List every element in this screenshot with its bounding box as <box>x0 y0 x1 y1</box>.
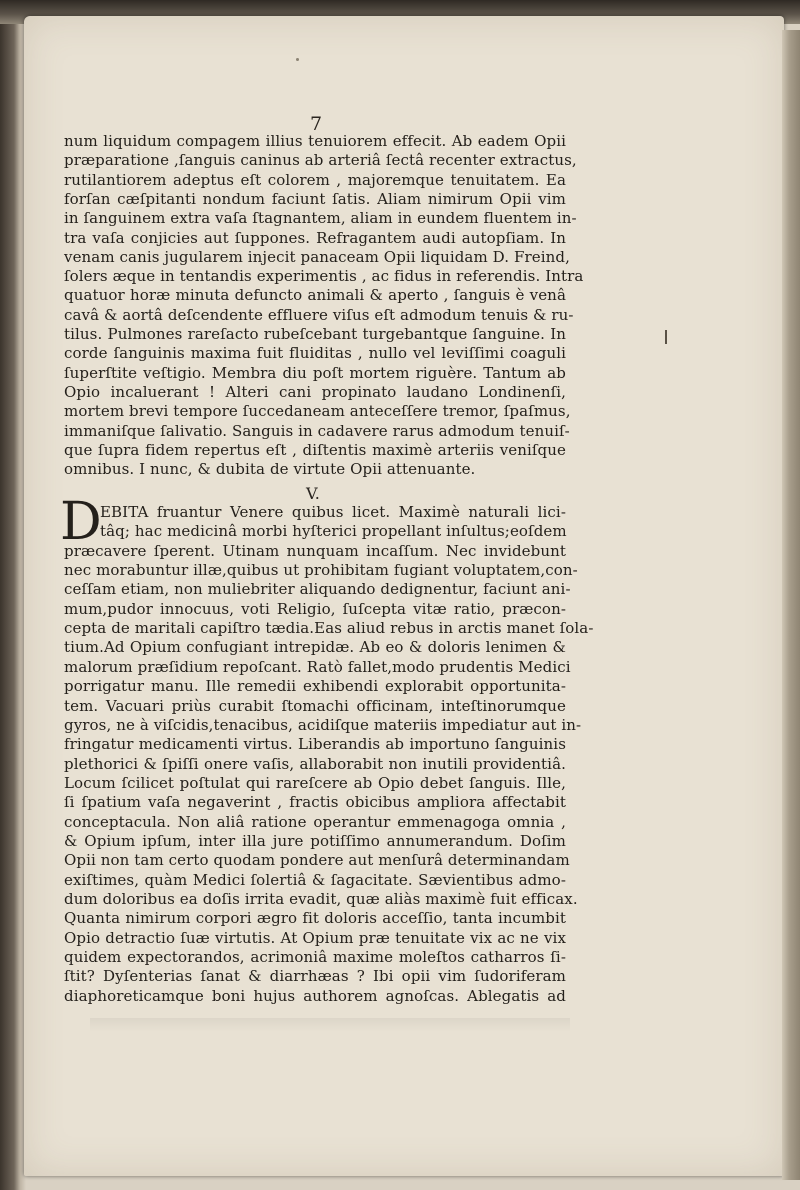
text-line: quidem expectorandos, acrimoniâ maxime moleſtos catharros ſi- <box>64 948 566 967</box>
book-right-edge <box>782 30 800 1180</box>
text-line: Opii non tam certo quodam pondere aut menſurâ determinandam <box>64 851 570 870</box>
text-line: & Opium ipſum, inter illa jure potiſſimo annumerandum. Doſim <box>64 831 566 850</box>
text-line: tium.Ad Opium confugiant intrepidæ. Ab eo & doloris lenimen & <box>64 638 566 657</box>
text-line: rutilantiorem adeptus eſt colorem , majoremque tenuitatem. Ea <box>64 170 566 189</box>
text-line: que ſupra fidem repertus eſt , diſtentis maximè arteriis veniſque <box>64 440 566 459</box>
text-line: tra vaſa conjicies aut ſuppones. Refragantem audi autopſiam. In <box>64 228 566 247</box>
text-line: in ſanguinem extra vaſa ſtagnantem, aliam in eundem fluentem in- <box>64 209 577 228</box>
text-line: præcavere ſperent. Utinam nunquam incaſſum. Nec invidebunt <box>64 541 566 560</box>
text-line: Quanta nimirum corpori ægro fit doloris acceſſio, tanta incumbit <box>64 909 566 928</box>
text-line: mum,pudor innocuus, voti Religio, ſuſcepta vitæ ratio, præcon- <box>64 599 566 618</box>
text-line: cavâ & aortâ deſcendente effluere viſus eſt admodum tenuis & ru- <box>64 305 574 324</box>
page-shadow <box>90 1018 570 1032</box>
text-line: porrigatur manu. Ille remedii exhibendi explorabit opportunita- <box>64 677 566 696</box>
section-number: V. <box>306 484 320 503</box>
margin-mark <box>665 330 667 344</box>
text-line: immaniſque ſalivatio. Sanguis in cadavere rarus admodum tenuiſ- <box>64 421 570 440</box>
text-line: forſan cæſpitanti nondum faciunt ſatis. Aliam nimirum Opii vim <box>64 189 566 208</box>
text-line: quatuor horæ minuta defuncto animali & aperto , ſanguis è venâ <box>64 286 566 305</box>
text-line: ceſſam etiam, non muliebriter aliquando dedignentur, faciunt ani- <box>64 580 571 599</box>
text-line: ſuperſtite veſtigio. Membra diu poſt mortem riguère. Tantum ab <box>64 363 566 382</box>
text-line: diaphoreticamque boni hujus authorem agnoſcas. Ablegatis ad <box>64 986 566 1005</box>
text-line: tâq; hac medicinâ morbi hyſterici propellant inſultus;eoſdem <box>100 522 567 541</box>
text-line: cepta de maritali capiſtro tædia.Eas aliud rebus in arctis manet ſola- <box>64 619 594 638</box>
text-line: num liquidum compagem illius tenuiorem effecit. Ab eadem Opii <box>64 132 566 150</box>
drop-cap: D <box>60 492 102 552</box>
page-number: 7 <box>310 113 323 135</box>
text-line: gyros, ne à viſcidis,tenacibus, acidiſque materiis impediatur aut in- <box>64 715 582 734</box>
text-line: venam canis jugularem injecit panaceam Opii liquidam D. Freind, <box>64 247 570 266</box>
text-line: plethorici & ſpiſſi onere vaſis, allaborabit non inutili providentiâ. <box>64 754 566 773</box>
text-line: mortem brevi tempore ſuccedaneam anteceſſere tremor, ſpaſmus, <box>64 402 571 421</box>
text-line: fringatur medicamenti virtus. Liberandis ab importuno ſanguinis <box>64 735 566 754</box>
text-line: tilus. Pulmones rareſacto rubeſcebant turgebantque ſanguine. In <box>64 325 566 343</box>
text-line: ſolers æque in tentandis experimentis , ac fidus in referendis. Intra <box>64 267 584 286</box>
text-line: dum doloribus ea doſis irrita evadit, quæ aliàs maximè fuit efficax. <box>64 890 578 908</box>
text-line: præparatione ,ſanguis caninus ab arteriâ ſectâ recenter extractus, <box>64 151 577 170</box>
text-line: Opio incaluerant ! Alteri cani propinato laudano Londinenſi, <box>64 382 566 401</box>
text-line: EBITA fruantur Venere quibus licet. Maximè naturali lici- <box>100 503 566 521</box>
text-line: exiſtimes, quàm Medici ſolertiâ & ſagacitate. Sævientibus admo- <box>64 870 566 889</box>
text-line: corde ſanguinis maxima fuit fluiditas , nullo vel leviſſimi coaguli <box>64 344 566 363</box>
text-line: Opio detractio ſuæ virtutis. At Opium præ tenuitate vix ac ne vix <box>64 928 566 947</box>
text-line: malorum præſidium repoſcant. Ratò fallet,modo prudentis Medici <box>64 657 571 676</box>
text-line: ſtit? Dyſenterias ſanat & diarrhæas ? Ibi opii vim ſudoriferam <box>64 967 566 986</box>
text-line: nec morabuntur illæ,quibus ut prohibitam fugiant voluptatem,con- <box>64 561 578 580</box>
text-line: Locum ſcilicet poſtulat qui rareſcere ab Opio debet ſanguis. Ille, <box>64 773 566 792</box>
text-line: tem. Vacuari priùs curabit ſtomachi officinam, inteſtinorumque <box>64 696 566 715</box>
text-line: conceptacula. Non aliâ ratione operantur emmenagoga omnia , <box>64 812 566 831</box>
paper-speck <box>296 58 299 61</box>
text-line: ſi ſpatium vaſa negaverint , fractis obicibus ampliora affectabit <box>64 793 566 812</box>
text-line: omnibus. I nunc, & dubita de virtute Opii attenuante. <box>64 460 476 479</box>
